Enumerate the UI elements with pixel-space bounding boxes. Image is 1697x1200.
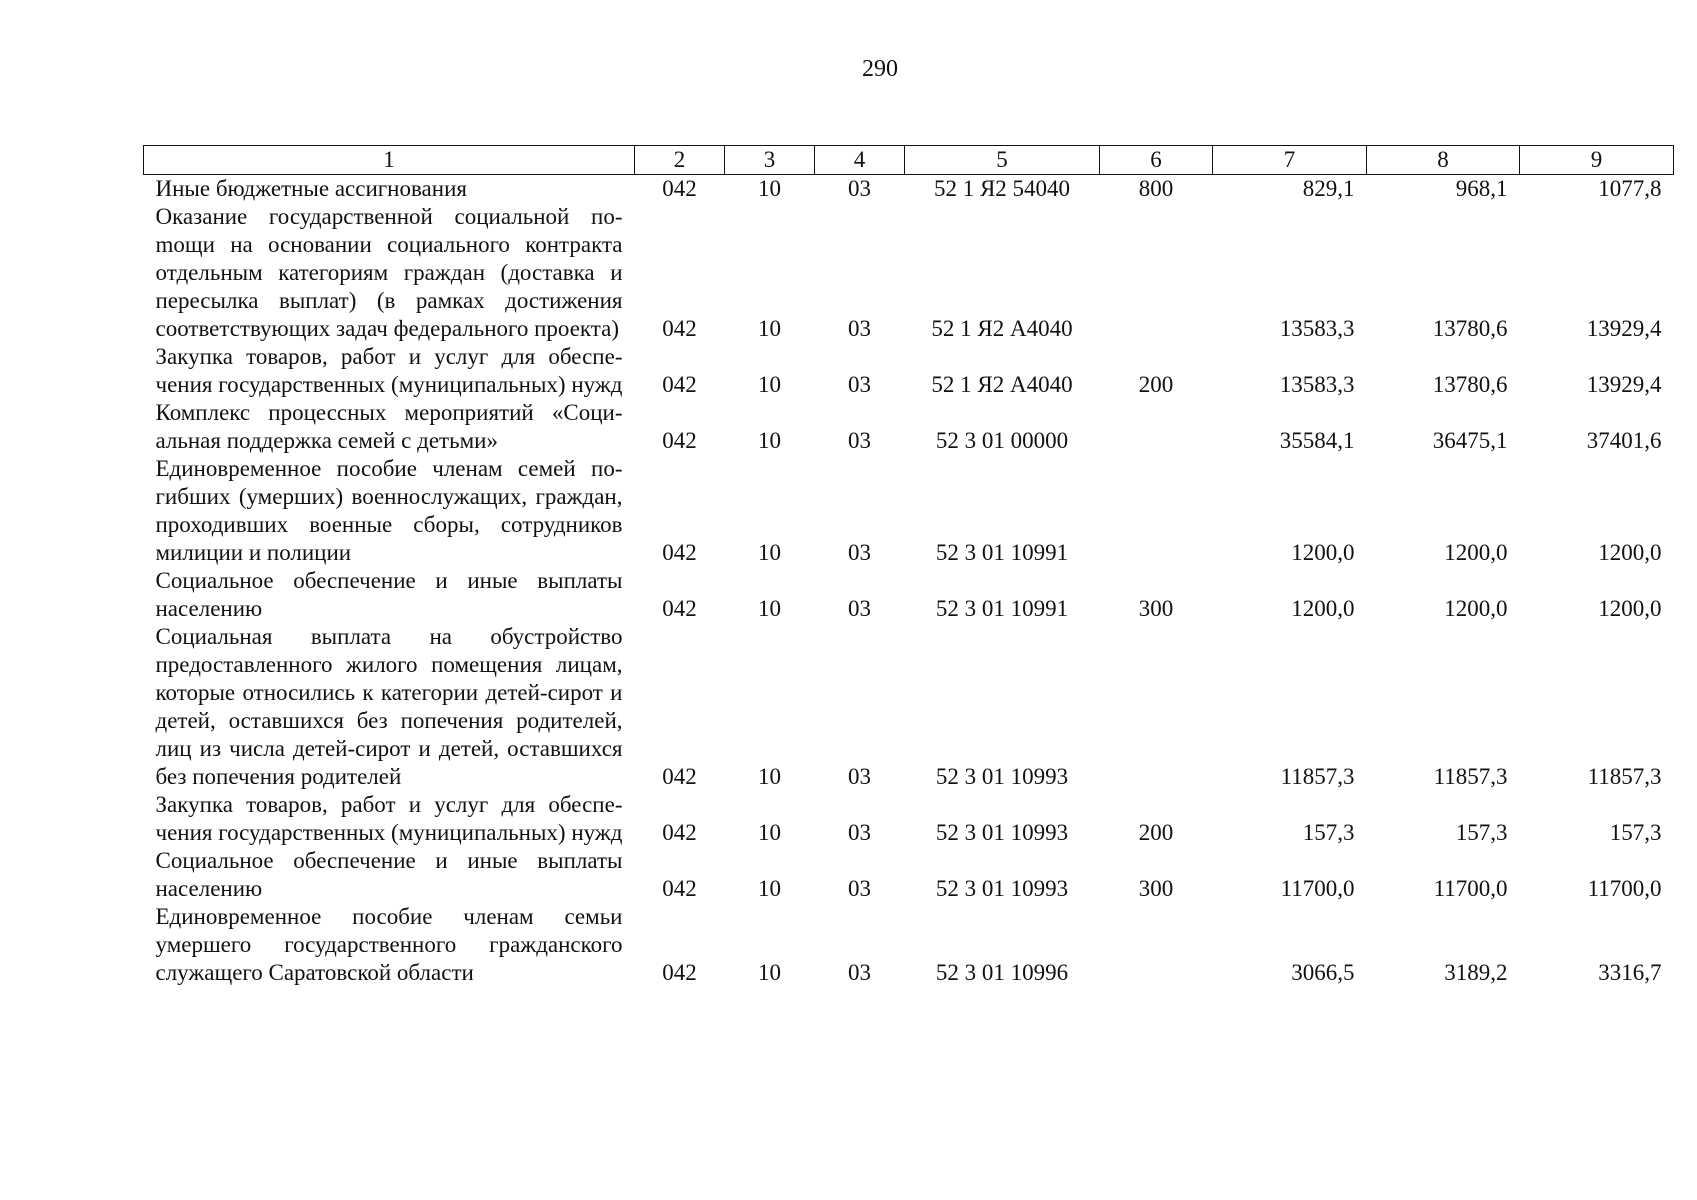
cell-section: 10 <box>758 428 781 453</box>
cell-amount-col-9: 11700,0 <box>1587 876 1662 901</box>
cell-section: 10 <box>758 820 781 845</box>
row-description: Оказание государственной социальной поmощи на основании социального контракта отдельным категориям граждан (доставка и пересылка выплат) (в рамках достижения соответствующих задач федерального проекта) <box>155 204 623 341</box>
cell-target-article: 52 3 01 10993 <box>935 764 1069 789</box>
cell-amount-col-8: 11700,0 <box>1433 876 1508 901</box>
header-col-2: 2 <box>635 146 725 175</box>
cell-subsection: 03 <box>848 372 871 397</box>
header-col-8: 8 <box>1367 146 1520 175</box>
cell-amount-col-9: 157,3 <box>1609 820 1662 845</box>
cell-amount-col-9: 1077,8 <box>1598 176 1662 201</box>
cell-target-article: 52 3 01 10996 <box>935 960 1069 985</box>
row-description: Закупка товаров, работ и услуг для обеспечения государственных (муниципальных) нужд <box>155 344 623 397</box>
cell-expense-type <box>1100 455 1213 567</box>
cell-subsection: 03 <box>848 876 871 901</box>
cell-amount-col-8: 968,1 <box>1455 176 1508 201</box>
cell-section: 10 <box>758 176 781 201</box>
header-col-6: 6 <box>1100 146 1213 175</box>
cell-amount-col-8: 13780,6 <box>1432 316 1508 341</box>
cell-target-article: 52 1 Я2 54040 <box>933 176 1071 201</box>
cell-section: 10 <box>758 316 781 341</box>
table-row <box>144 903 1674 987</box>
table-row <box>144 343 1674 399</box>
table-row <box>144 455 1674 567</box>
cell-target-article: 52 3 01 10993 <box>935 876 1069 901</box>
cell-amount-col-7: 35584,1 <box>1279 428 1355 453</box>
cell-admin-code: 042 <box>662 372 697 397</box>
table-row <box>144 567 1674 623</box>
cell-subsection: 03 <box>848 596 871 621</box>
table-header-row <box>144 146 1674 175</box>
cell-expense-type <box>1100 623 1213 791</box>
cell-section: 10 <box>758 876 781 901</box>
header-col-4: 4 <box>815 146 905 175</box>
cell-amount-col-9: 3316,7 <box>1598 960 1662 985</box>
cell-section: 10 <box>758 596 781 621</box>
cell-target-article: 52 1 Я2 А4040 <box>931 372 1073 397</box>
cell-amount-col-8: 11857,3 <box>1433 764 1508 789</box>
cell-section: 10 <box>758 372 781 397</box>
cell-subsection: 03 <box>848 540 871 565</box>
header-col-1: 1 <box>144 146 635 175</box>
cell-amount-col-8: 36475,1 <box>1432 428 1508 453</box>
cell-target-article: 52 1 Я2 А4040 <box>931 316 1073 341</box>
cell-amount-col-9: 11857,3 <box>1587 764 1662 789</box>
cell-amount-col-7: 1200,0 <box>1291 540 1355 565</box>
row-description: Закупка товаров, работ и услуг для обеспечения государственных (муниципальных) нужд <box>155 792 623 845</box>
cell-amount-col-7: 13583,3 <box>1279 372 1355 397</box>
cell-amount-col-7: 157,3 <box>1302 820 1355 845</box>
budget-table <box>143 145 1674 987</box>
row-description: Социальная выплата на обустройство предоставленного жилого помещения лицам, которые относились к категории детей-сирот и детей, оставшихся без попечения родителей, лиц из числа детей-сирот и детей, оставшихся без попечения родителей <box>155 624 623 789</box>
cell-amount-col-7: 11700,0 <box>1280 876 1355 901</box>
cell-admin-code: 042 <box>662 876 697 901</box>
cell-admin-code: 042 <box>662 960 697 985</box>
header-col-9: 9 <box>1520 146 1674 175</box>
row-description: Социальное обеспечение и иные выплаты населению <box>155 848 623 901</box>
header-col-7: 7 <box>1213 146 1367 175</box>
cell-admin-code: 042 <box>662 820 697 845</box>
table-row <box>144 203 1674 343</box>
table-row <box>144 623 1674 791</box>
cell-amount-col-8: 1200,0 <box>1444 540 1508 565</box>
cell-subsection: 03 <box>848 176 871 201</box>
cell-admin-code: 042 <box>662 540 697 565</box>
cell-amount-col-8: 1200,0 <box>1444 596 1508 621</box>
cell-amount-col-7: 829,1 <box>1302 176 1355 201</box>
cell-subsection: 03 <box>848 316 871 341</box>
table-row <box>144 847 1674 903</box>
cell-target-article: 52 3 01 00000 <box>935 428 1069 453</box>
table-row <box>144 175 1674 204</box>
cell-subsection: 03 <box>848 764 871 789</box>
cell-amount-col-7: 13583,3 <box>1279 316 1355 341</box>
cell-admin-code: 042 <box>662 596 697 621</box>
cell-subsection: 03 <box>848 960 871 985</box>
cell-expense-type: 300 <box>1138 876 1174 901</box>
cell-section: 10 <box>758 960 781 985</box>
cell-expense-type: 800 <box>1138 176 1174 201</box>
page-number: 290 <box>862 56 898 82</box>
row-description: Единовременное пособие членам семей погибших (умерших) военнослужащих, граждан, проходивших военные сборы, сотрудников милиции и полиции <box>155 456 623 565</box>
cell-amount-col-7: 11857,3 <box>1280 764 1355 789</box>
cell-expense-type: 200 <box>1138 372 1174 397</box>
cell-section: 10 <box>758 540 781 565</box>
table-row <box>144 399 1674 455</box>
row-description: Иные бюджетные ассигнования <box>155 176 467 201</box>
cell-amount-col-8: 157,3 <box>1455 820 1508 845</box>
cell-amount-col-8: 13780,6 <box>1432 372 1508 397</box>
cell-section: 10 <box>758 764 781 789</box>
cell-expense-type: 200 <box>1138 820 1174 845</box>
cell-admin-code: 042 <box>662 316 697 341</box>
cell-target-article: 52 3 01 10991 <box>935 596 1069 621</box>
cell-amount-col-8: 3189,2 <box>1444 960 1508 985</box>
table-row <box>144 791 1674 847</box>
cell-target-article: 52 3 01 10993 <box>935 820 1069 845</box>
cell-amount-col-7: 3066,5 <box>1291 960 1355 985</box>
cell-amount-col-9: 13929,4 <box>1586 316 1662 341</box>
row-description: Социальное обеспечение и иные выплаты населению <box>155 568 623 621</box>
cell-amount-col-9: 13929,4 <box>1586 372 1662 397</box>
cell-subsection: 03 <box>848 820 871 845</box>
row-description: Комплекс процессных мероприятий «Социальная поддержка семей с детьми» <box>155 400 623 453</box>
row-description: Единовременное пособие членам семьи умершего государственного гражданского служащего Саратовской области <box>155 904 623 985</box>
cell-expense-type: 300 <box>1138 596 1174 621</box>
cell-amount-col-9: 37401,6 <box>1586 428 1662 453</box>
cell-admin-code: 042 <box>662 764 697 789</box>
cell-expense-type <box>1100 203 1213 343</box>
cell-amount-col-9: 1200,0 <box>1598 596 1662 621</box>
header-col-3: 3 <box>725 146 815 175</box>
cell-amount-col-7: 1200,0 <box>1291 596 1355 621</box>
cell-expense-type <box>1100 399 1213 455</box>
cell-target-article: 52 3 01 10991 <box>935 540 1069 565</box>
header-col-5: 5 <box>905 146 1100 175</box>
cell-admin-code: 042 <box>662 428 697 453</box>
cell-subsection: 03 <box>848 428 871 453</box>
cell-admin-code: 042 <box>662 176 697 201</box>
cell-amount-col-9: 1200,0 <box>1598 540 1662 565</box>
cell-expense-type <box>1100 903 1213 987</box>
